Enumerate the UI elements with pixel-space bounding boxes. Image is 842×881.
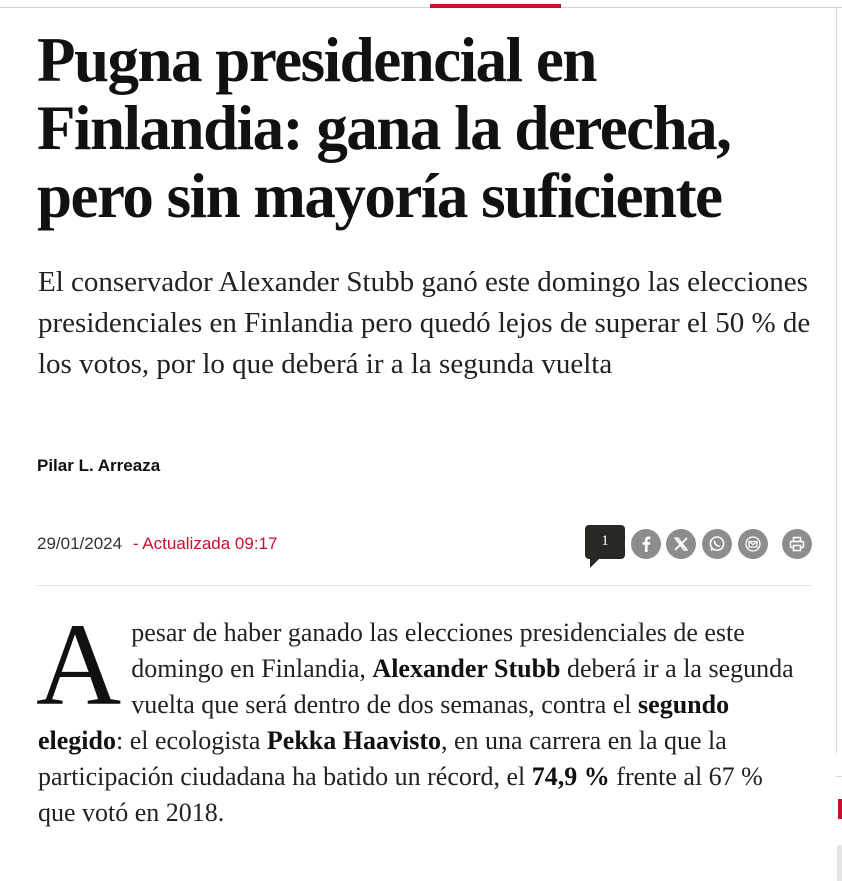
sidebar-edge-rule [836, 776, 842, 777]
article-meta [37, 534, 277, 554]
sidebar-edge-accent [838, 799, 842, 819]
whatsapp-share-button[interactable] [702, 529, 732, 559]
article-body-paragraph [36, 599, 798, 831]
body-bold-haavisto: Pekka Haavisto [266, 726, 441, 755]
comment-count: 1 [601, 533, 609, 549]
facebook-share-button[interactable] [631, 529, 661, 559]
top-accent-bar [430, 4, 561, 8]
updated-time: Actualizada 09:17 [142, 534, 278, 553]
publish-date: 29/01/2024 [37, 534, 123, 553]
article-subtitle: El conservador Alexander Stubb ganó este domingo las elecciones presidenciales en Finlandia pero quedó lejos de superar el 50 % de los votos, por lo que deberá ir a la segunda vuelta [38, 266, 811, 380]
body-text-segment: : el ecologista [116, 726, 267, 755]
sidebar-edge-block [837, 845, 842, 881]
whatsapp-icon [708, 535, 726, 553]
body-text-segment: frente al 67 % que votó en 2018. [38, 762, 763, 827]
email-icon [745, 536, 761, 552]
comment-bubble-tail [590, 557, 601, 568]
email-share-button[interactable] [738, 529, 768, 559]
right-frame-border [836, 8, 837, 753]
facebook-icon [639, 536, 653, 552]
body-text-segment: pesar de haber ganado las elecciones presidenciales de este domingo en Finlandia, [131, 618, 745, 683]
body-bold-participation: 74,9 % [531, 762, 610, 791]
drop-cap: A [36, 599, 122, 730]
x-share-button[interactable] [666, 529, 696, 559]
meta-divider [37, 585, 812, 586]
body-text-segment: , en una carrera en la que la participación ciudadana ha batido un récord, el [38, 726, 727, 791]
body-bold-segundo: segundo elegido [38, 690, 730, 755]
author-name[interactable]: Pilar L. Arreaza [37, 456, 161, 475]
top-rule [0, 7, 842, 8]
meta-separator: - [132, 534, 139, 553]
article-headline: Pugna presidencial en Finlandia: gana la derecha, pero sin mayoría suficiente [37, 25, 731, 231]
print-button[interactable] [782, 529, 812, 559]
print-icon [789, 536, 805, 552]
body-text-segment: deberá ir a la segunda vuelta que será dentro de dos semanas, contra el [131, 654, 794, 719]
body-bold-stubb: Alexander Stubb [372, 654, 561, 683]
x-icon [674, 537, 688, 551]
comments-button[interactable] [585, 525, 625, 559]
